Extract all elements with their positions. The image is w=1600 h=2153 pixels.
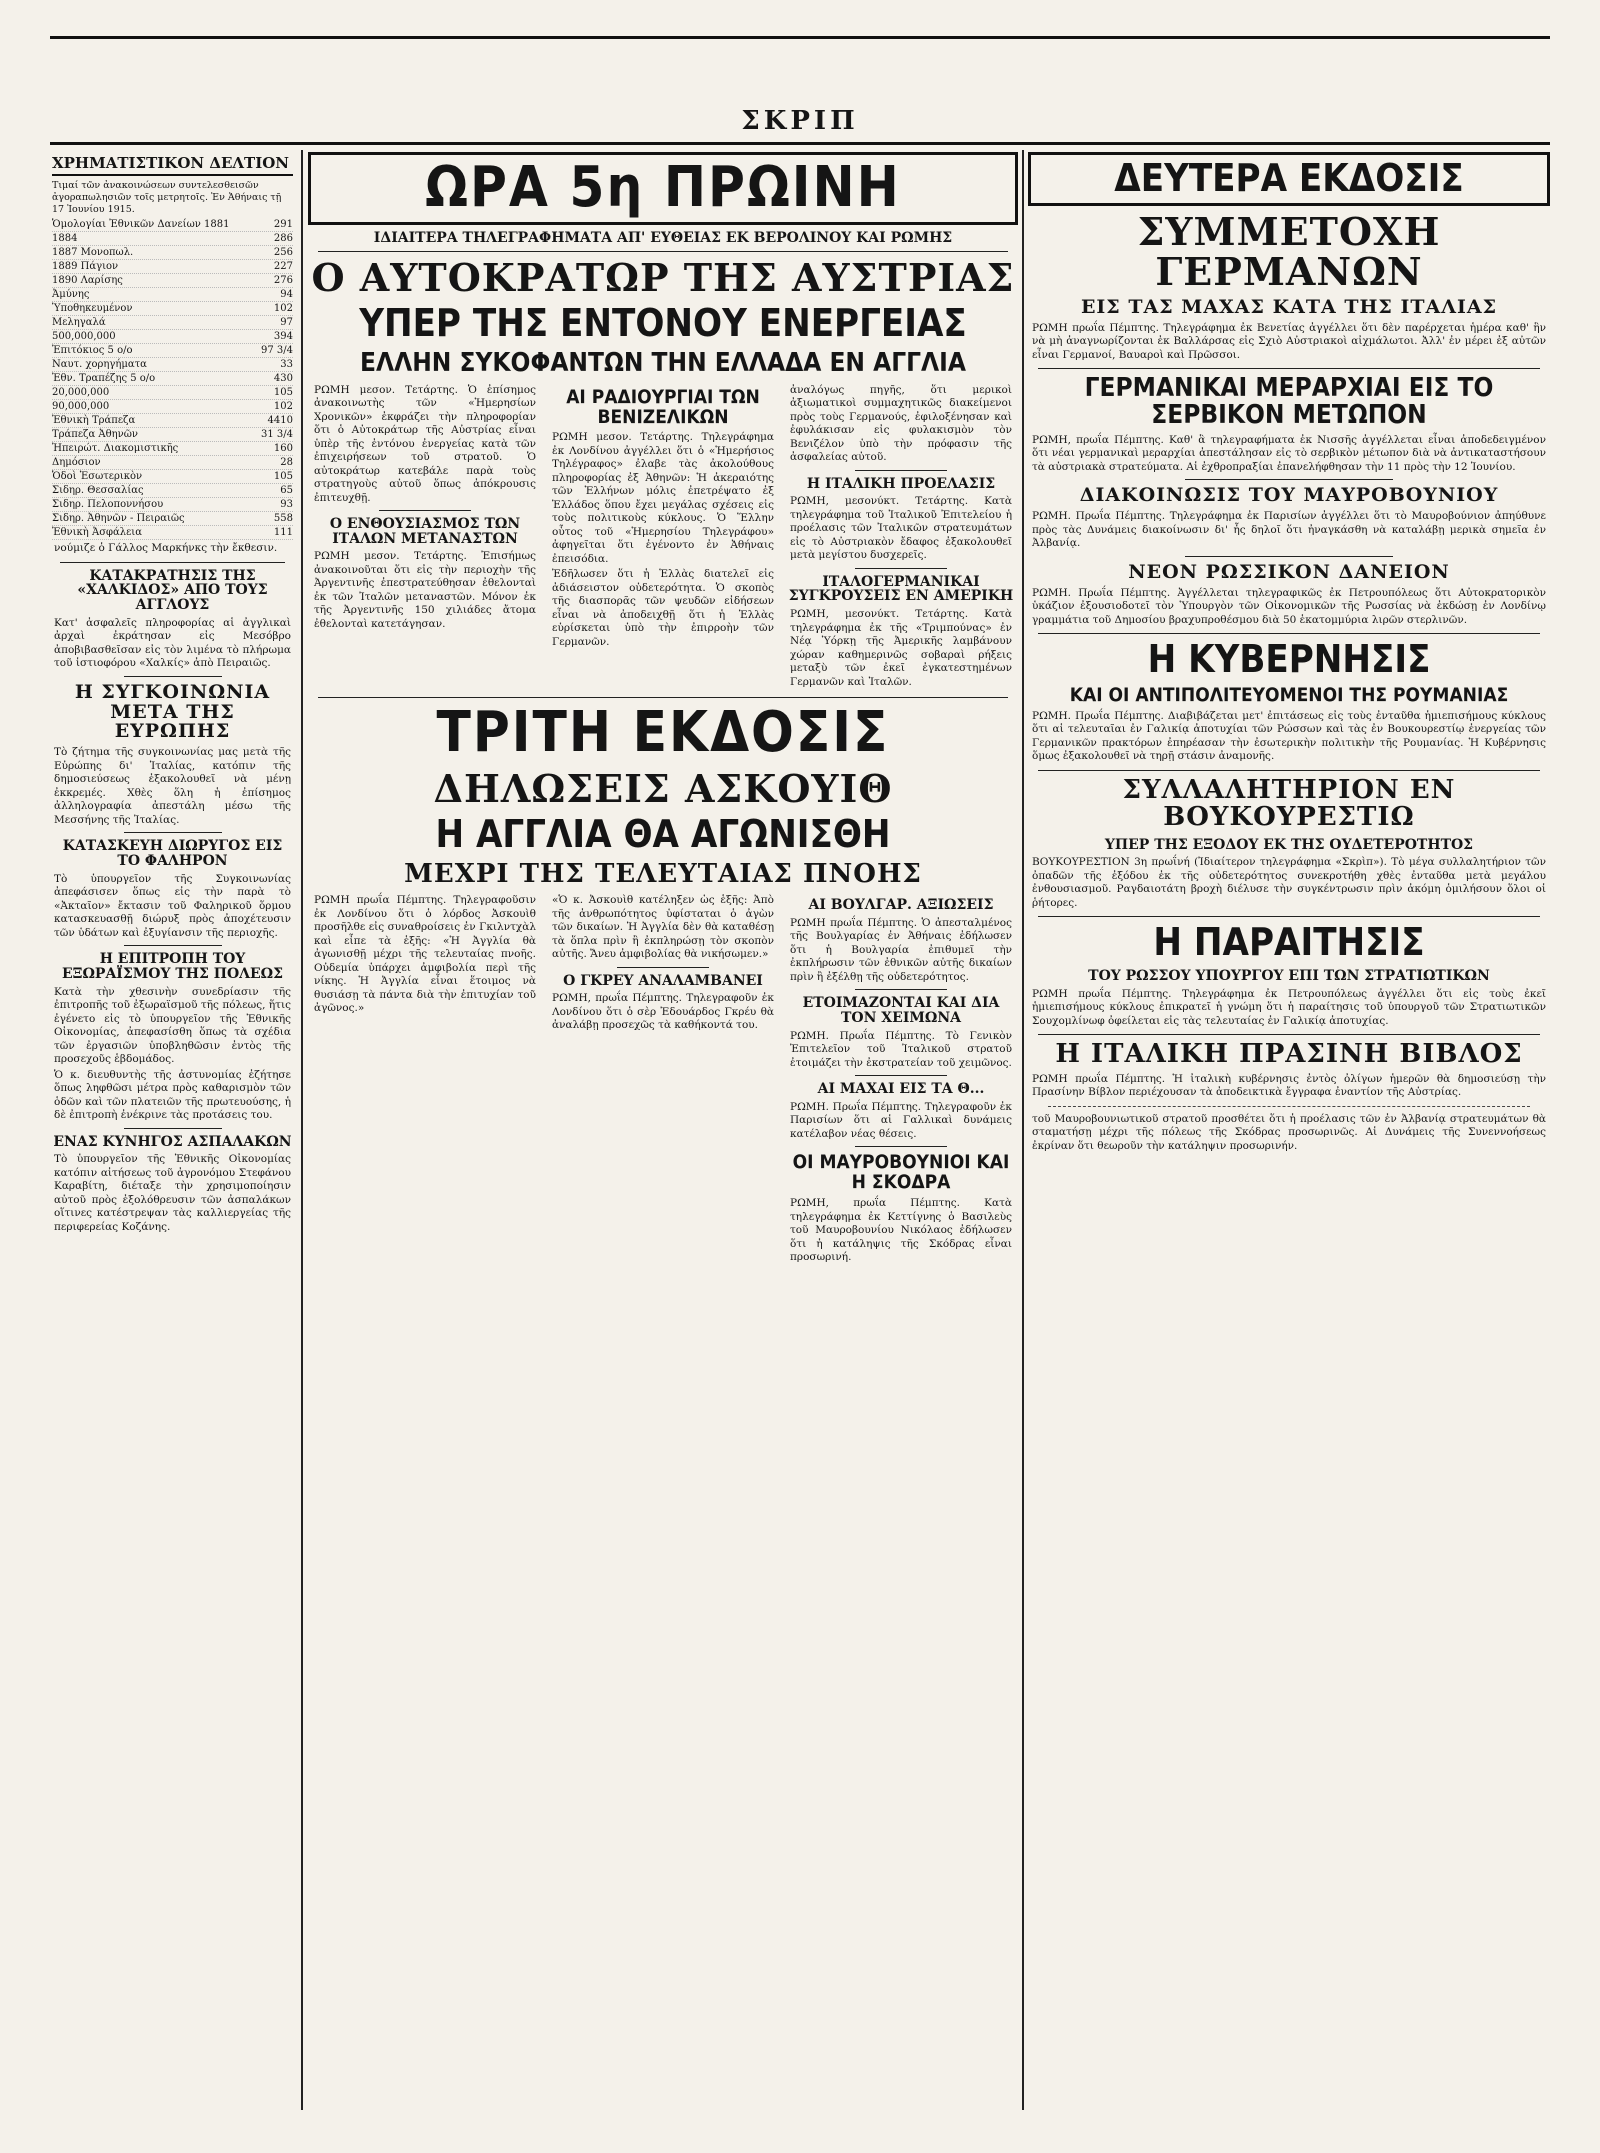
- finance-row-value: 105: [273, 387, 293, 398]
- left-column: [50, 150, 295, 2110]
- finance-row-value: 102: [273, 303, 293, 314]
- finance-row-label: Σιδηρ. Ἀθηνῶν - Πειραιῶς: [52, 513, 185, 524]
- finance-row-value: 394: [273, 331, 293, 342]
- finance-row-label: Ὁδοὶ Ἐσωτερικὸν: [52, 471, 143, 482]
- article-body: ΡΩΜΗ. Πρωΐα Πέμπτης. Τηλεγραφοῦν ἐκ Παρισίων ὅτι αἱ Γαλλικαὶ δυνάμεις κατέλαβον νέας θέσεις.: [790, 1100, 1012, 1140]
- article-title: ΙΤΑΛΟΓΕΡΜΑΝΙΚΑΙ ΣΥΓΚΡΟΥΣΕΙΣ ΕΝ ΑΜΕΡΙΚΗ: [788, 573, 1014, 605]
- finance-row: [52, 512, 293, 526]
- finance-row: [52, 372, 293, 386]
- finance-row: [52, 400, 293, 414]
- article-columns: [310, 382, 1016, 692]
- finance-row-label: Σιδηρ. Θεσσαλίας: [52, 485, 144, 496]
- article-body: ΡΩΜΗ, πρωΐα Πέμπτης. Κατὰ τηλεγράφημα ἐκ Κεττίγνης ὁ Βασιλεὺς τοῦ Μαυροβουνίου Νικόλαος ἐδήλωσεν ὅτι ἡ κατάληψις τῆς Σκόδρας εἶναι προσωρινή.: [790, 1197, 1012, 1264]
- headline: ΕΙΣ ΤΑΣ ΜΑΧΑΣ ΚΑΤΑ ΤΗΣ ΙΤΑΛΙΑΣ: [1080, 295, 1498, 318]
- finance-row-label: 20,000,000: [52, 387, 110, 398]
- finance-row-value: 4410: [267, 415, 293, 426]
- article-body: ΡΩΜΗ μεσον. Τετάρτης. Ἐπισήμως ἀνακοινοῦται ὅτι εἰς τὴν περιοχὴν τῆς Ἀργεντινῆς ἐπεστρατεύθησαν ἐθελονταὶ ἐκ τῶν Ἰταλῶν μεταναστῶν. Μόνον ἐκ τῆς Ἀργεντινῆς 150 χιλιάδες ἄτομα ἐθελονταὶ κατετάγησαν.: [314, 550, 536, 630]
- finance-row: [52, 526, 293, 540]
- finance-row-value: 430: [273, 373, 293, 384]
- finance-row-value: 291: [273, 219, 293, 230]
- article-subtitle: ΤΟΥ ΡΩΣΣΟΥ ΥΠΟΥΡΓΟΥ ΕΠΙ ΤΩΝ ΣΤΡΑΤΙΩΤΙΚΩΝ: [1088, 968, 1490, 985]
- finance-row-label: Τράπεζα Ἀθηνῶν: [52, 429, 138, 440]
- finance-row-label: Ἐθν. Τραπέζης 5 ο/ο: [52, 373, 156, 384]
- divider: [124, 676, 222, 677]
- article-body: ΡΩΜΗ, μεσονύκτ. Τετάρτης. Κατὰ τηλεγράφημα τοῦ Ἰταλικοῦ Ἐπιτελείου ἡ προέλασις τῶν Ἰταλικῶν στρατευμάτων εἰς τὸ Αὐστριακὸν ἔδαφος ἐξακολουθεῖ μετὰ μεγίστου δυσχερεῖς.: [790, 495, 1012, 562]
- top-rule: [50, 36, 1550, 39]
- finance-row-value: 93: [280, 499, 293, 510]
- divider: [1038, 1034, 1540, 1035]
- finance-row-label: 1890 Λαρίσης: [52, 275, 123, 286]
- finance-row-value: 31 3/4: [261, 429, 293, 440]
- finance-row: [52, 246, 293, 260]
- article-title: ΓΕΡΜΑΝΙΚΑΙ ΜΕΡΑΡΧΙΑΙ ΕΙΣ ΤΟ ΣΕΡΒΙΚΟΝ ΜΕΤΩΠΟΝ: [1084, 373, 1494, 431]
- finance-row-label: 90,000,000: [52, 401, 110, 412]
- finance-row-label: 1887 Μονοπωλ.: [52, 247, 134, 258]
- article-body: Ἐδῆλωσεν ὅτι ἡ Ἑλλὰς διατελεῖ εἰς ἀδιάσειστον οὐδετερότητα. Ὁ σκοπὸς τῆς διασπορᾶς τῶν ψευδῶν εἰδήσεων εἶναι νὰ ἀποδειχθῇ ὅτι ἡ Ἑλλὰς εὑρίσκεται ὑπὸ τὴν ἐπιρροὴν τῶν Γερμανῶν.: [552, 568, 774, 648]
- finance-row: [52, 470, 293, 484]
- center-column: [308, 150, 1018, 2110]
- article-body: ΡΩΜΗ μεσον. Τετάρτης. Ὁ ἐπίσημος ἀνακοινωτὴς τῶν «Ἡμερησίων Χρονικῶν» ἐκφράζει τὴν πληροφορίαν ὅτι ὁ Αὐτοκράτωρ τῆς Αὐστρίας εἶναι ὑπὲρ τῆς ἐντόνου ἐνεργείας κατὰ τῶν ἐπιχειρήσεων τοῦ στρατοῦ. Ὁ αὐτοκράτωρ κατεβάλε παρὰ τοὺς στρατηγοὺς αὐτοῦ ὅπως ἀπόκρουσις ἐπιτευχθῇ.: [314, 383, 536, 504]
- article-body: Κατ' ἀσφαλεῖς πληροφορίας αἱ ἀγγλικαὶ ἀρχαὶ ἐκράτησαν εἰς Μεσόβρο ἀποβιβασθεῖσαν εἰς τὸν λιμένα τὸ πλήρωμα τοῦ ἱστιοφόρου «Χαλκίς» ἀπὸ Πειραιῶς.: [54, 616, 291, 670]
- banner-headline: ΩΡΑ 5η ΠΡΩΙΝΗ: [308, 152, 1018, 225]
- article-title: ΚΑΤΑΚΡΑΤΗΣΙΣ ΤΗΣ «ΧΑΛΚΙΔΟΣ» ΑΠΟ ΤΟΥΣ ΑΓΓΛΟΥΣ: [77, 567, 268, 613]
- article-body: Τὸ ὑπουργεῖον τῆς Ἐθνικῆς Οἰκονομίας κατόπιν αἰτήσεως τοῦ ἀγρονόμου Στεφάνου Καραβίτη, διέταξε τὴν χρησιμοποίησιν αὐτοῦ πρὸς ἐξολόθρευσιν τῶν ἀσπαλάκων οἵτινες κατέστρεψαν τὰς καλλιεργείας τῆς περιφερείας Κοζάνης.: [54, 1153, 291, 1233]
- divider: [1185, 479, 1394, 480]
- finance-row: [52, 260, 293, 274]
- finance-row-value: 97: [280, 317, 293, 328]
- banner-subheadline: ΙΔΙΑΙΤΕΡΑ ΤΗΛΕΓΡΑΦΗΜΑΤΑ ΑΠ' ΕΥΘΕΙΑΣ ΕΚ ΒΕΡΟΛΙΝΟΥ ΚΑΙ ΡΩΜΗΣ: [373, 229, 953, 246]
- finance-row-value: 102: [273, 401, 293, 412]
- finance-row-value: 65: [280, 485, 293, 496]
- finance-row: [52, 498, 293, 512]
- divider: [855, 568, 947, 569]
- article-body: ΡΩΜΗ. Πρωΐα Πέμπτης. Διαβιβάζεται μετ' ἐπιτάσεως εἰς τοὺς ἐνταῦθα ἡμιεπισήμους κύκλους ὅτι αἱ τελευταῖαι ἐν Γαλικίᾳ ἀποτυχίαι τῶν Ρώσσων καὶ τὰς ἐν Βουκουρεστίῳ ἐνεργείας τῶν Γερμανικῶν πρακτόρων ἐπηρέασαν τὴν ἐσωτερικὴν πολιτικὴν τῆς Ρουμανίας. Ἡ Κυβέρνησις ὅμως ἐξακολουθεῖ νὰ τηρῇ στάσιν ἀναμονῆς.: [1032, 709, 1546, 763]
- article-body: τοῦ Μαυροβουνιωτικοῦ στρατοῦ προσθέτει ὅτι ἡ προέλασις τῶν ἐν Ἀλβανίᾳ στρατευμάτων θὰ σταματήσῃ μέχρι τῆς πόλεως τῆς Σκόδρας προσωρινῶς. Αἱ Δυνάμεις τῆς Συνεννοήσεως ἐκρίναν ὅτι θεωροῦν τὴν κατάληψιν προσωρινήν.: [1032, 1112, 1546, 1152]
- article-title: Η ΙΤΑΛΙΚΗ ΠΡΟΕΛΑΣΙΣ: [806, 475, 996, 492]
- divider: [318, 697, 1008, 698]
- article-body: ΡΩΜΗ πρωΐα Πέμπτης. Τηλεγράφημα ἐκ Βενετίας ἀγγέλλει ὅτι δὲν παρέρχεται ἡμέρα καθ' ἣν νὰ μὴ ἀναγνωρίζονται ἐκ Βαλλάρσας εἰς Σχιὸ Αὐστριακοὶ αἰχμάλωτοι. Ἀλλ' ἐν μέρει ἐξ αὐτῶν εἶναι Γερμανοί, Βαυαροὶ καὶ Πρῶσσοι.: [1032, 321, 1546, 361]
- finance-row-label: 1889 Πάγιον: [52, 261, 119, 272]
- divider: [379, 510, 471, 511]
- article-title: ΟΙ ΜΑΥΡΟΒΟΥΝΙΟΙ ΚΑΙ Η ΣΚΟΔΡΑ: [792, 1151, 1010, 1194]
- finance-row-label: 1884: [52, 233, 78, 244]
- finance-table: [50, 218, 295, 540]
- finance-row: [52, 218, 293, 232]
- divider: [1185, 556, 1394, 557]
- finance-row-value: 558: [273, 513, 293, 524]
- divider: [1048, 1106, 1530, 1107]
- article-title: Ο ΕΝΘΟΥΣΙΑΣΜΟΣ ΤΩΝ ΙΤΑΛΩΝ ΜΕΤΑΝΑΣΤΩΝ: [329, 516, 521, 547]
- divider: [124, 945, 222, 946]
- finance-row-value: 33: [280, 359, 293, 370]
- edition-headline: ΤΡΙΤΗ ΕΚΔΟΣΙΣ: [436, 700, 890, 766]
- article-body: ΒΟΥΚΟΥΡΕΣΤΙΟΝ 3η πρωΐνή (Ἰδιαίτερον τηλεγράφημα «Σκρὶπ»). Τὸ μέγα συλλαλητήριον τῶν ὀπαδῶν τῆς ἐξόδου ἐκ τῆς οὐδετερότητος συνεκροτήθη χθὲς ἐνταῦθα μετὰ μεγάλου ἐνθουσιασμοῦ. Ραγδαιοτάτη βροχὴ διέλυσε τὴν συγκέντρωσιν πρὶν ἀκόμη ὁμιλήσουν ὅλοι οἱ ῥήτορες.: [1032, 856, 1546, 909]
- finance-row-label: Σιδηρ. Πελοποννήσου: [52, 499, 164, 510]
- headline: ΥΠΕΡ ΤΗΣ ΕΝΤΟΝΟΥ ΕΝΕΡΓΕΙΑΣ: [359, 301, 967, 346]
- headline: Ο ΑΥΤΟΚΡΑΤΩΡ ΤΗΣ ΑΥΣΤΡΙΑΣ: [311, 255, 1015, 301]
- finance-row-label: Δημόσιον: [52, 457, 101, 468]
- finance-row: [52, 414, 293, 428]
- divider: [60, 562, 285, 563]
- finance-row-label: Ναυτ. χορηγήματα: [52, 359, 147, 370]
- article-body: Τὸ ὑπουργεῖον τῆς Συγκοινωνίας ἀπεφάσισεν ὅπως εἰς τὴν παρὰ τὸ «Ἀκταῖον» ἔκτασιν τοῦ Φαληρικοῦ ὅρμου κατασκευασθῇ διώρυξ πρὸς ἀποχέτευσιν τῶν ὑδάτων καὶ ἐξυγίανσιν τῆς περιοχῆς.: [54, 872, 291, 939]
- finance-row: [52, 344, 293, 358]
- headline: ΕΛΛΗΝ ΣΥΚΟΦΑΝΤΩΝ ΤΗΝ ΕΛΛΑΔΑ ΕΝ ΑΓΓΛΙΑ: [360, 348, 966, 379]
- finance-row-label: Ἀμύνης: [52, 289, 90, 300]
- article-body: ΡΩΜΗ. Πρωΐα Πέμπτης. Τηλεγράφημα ἐκ Παρισίων ἀγγέλλει ὅτι τὸ Μαυροβούνιον ἀπηύθυνε πρὸς τὰς Δυνάμεις διακοίνωσιν δι' ἧς δηλοῖ ὅτι ἠναγκάσθη νὰ καταλάβῃ μερικὰ σημεῖα ἐν Ἀλβανίᾳ.: [1032, 510, 1546, 550]
- article-body: ΡΩΜΗ. Πρωΐα Πέμπτης. Ἀγγέλλεται τηλεγραφικῶς ἐκ Πετρουπόλεως ὅτι Αὐτοκρατορικὸν ὑκάζιον ἐξουσιοδοτεῖ τὸν Ὑπουργὸν τῶν Οἰκονομικῶν τῆς Ρωσσίας νὰ ἐκδώσῃ ἐν Λονδίνῳ γραμμάτια τοῦ Δημοσίου βραχυπροθέσμου διὰ 50 ἑκατομμύρια λιρῶν στερλινῶν.: [1032, 586, 1546, 626]
- column-rule-2: [1022, 150, 1024, 2110]
- finance-row-value: 286: [273, 233, 293, 244]
- article-title: ΑΙ ΜΑΧΑΙ ΕΙΣ ΤΑ Θ...: [817, 1081, 985, 1098]
- headline: ΣΥΜΜΕΤΟΧΗ ΓΕΡΜΑΝΩΝ: [1137, 208, 1441, 294]
- divider: [124, 1128, 222, 1129]
- finance-row-value: 160: [273, 443, 293, 454]
- article-title: ΕΤΟΙΜΑΖΟΝΤΑΙ ΚΑΙ ΔΙΑ ΤΟΝ ΧΕΙΜΩΝΑ: [802, 995, 1000, 1026]
- masthead-rule: [50, 142, 1550, 145]
- divider: [855, 989, 947, 990]
- finance-row: [52, 302, 293, 316]
- article-subtitle: ΚΑΙ ΟΙ ΑΝΤΙΠΟΛΙΤΕΥΟΜΕΝΟΙ ΤΗΣ ΡΟΥΜΑΝΙΑΣ: [1069, 683, 1509, 706]
- article-subtitle: ΥΠΕΡ ΤΗΣ ΕΞΟΔΟΥ ΕΚ ΤΗΣ ΟΥΔΕΤΕΡΟΤΗΤΟΣ: [1104, 836, 1474, 853]
- article-title: ΣΥΛΛΑΛΗΤΗΡΙΟΝ ΕΝ ΒΟΥΚΟΥΡΕΣΤΙΩ: [1122, 774, 1456, 833]
- finance-row-label: Ἐθνικὴ Τράπεζα: [52, 415, 136, 426]
- article-title: Ο ΓΚΡΕΥ ΑΝΑΛΑΜΒΑΝΕΙ: [563, 972, 763, 989]
- article-body: Κατὰ τὴν χθεσινὴν συνεδρίασιν τῆς ἐπιτροπῆς τοῦ ἐξωραϊσμοῦ τῆς πόλεως, ἥτις ἐγένετο εἰς τὸ ὑπουργεῖον τῆς Ἐθνικῆς Οἰκονομίας, ἀπεφασίσθη ὅπως τὰ σχέδια τῶν ἐργασιῶν ὑποβληθῶσιν ἐντὸς τῆς προσεχοῦς ἑβδομάδος.: [54, 985, 291, 1066]
- finance-row-label: Ἐθνικὴ Ἀσφάλεια: [52, 527, 142, 538]
- divider: [617, 967, 709, 968]
- finance-row: [52, 456, 293, 470]
- article-title: ΚΑΤΑΣΚΕΥΗ ΔΙΩΡΥΓΟΣ ΕΙΣ ΤΟ ΦΑΛΗΡΟΝ: [62, 838, 283, 870]
- article-body: Τὸ ζήτημα τῆς συγκοινωνίας μας μετὰ τῆς Εὐρώπης δι' Ἰταλίας, κατόπιν τῆς δημοσιεύσεως ἐξακολουθεῖ νὰ μένῃ ἐκκρεμές. Χθὲς ὅλη ἡ ἐπίσημος ἀλληλογραφία ἀπεστάλη μέσω τῆς Μεσσήνης τῆς Ἰταλίας.: [54, 746, 291, 826]
- article-columns: [310, 892, 1016, 1267]
- right-column: [1028, 150, 1550, 2110]
- article-body: ΡΩΜΗ, μεσονύκτ. Τετάρτης. Κατὰ τηλεγράφημα ἐκ τῆς «Τριμπούνας» ἐν Νέᾳ Ὑόρκῃ τῆς Ἀμερικῆς λαμβάνουν χώραν καθημερινῶς σοβαραὶ ρήξεις μεταξὺ τῶν ἐκεῖ ἐγκατεστημένων Γερμανῶν καὶ Ἰταλῶν.: [790, 608, 1012, 688]
- article-title: ΝΕΟΝ ΡΩΣΣΙΚΟΝ ΔΑΝΕΙΟΝ: [1128, 560, 1450, 583]
- article-title: ΑΙ ΡΑΔΙΟΥΡΓΙΑΙ ΤΩΝ ΒΕΝΙΖΕΛΙΚΩΝ: [566, 385, 760, 428]
- finance-row: [52, 274, 293, 288]
- article-body: ΡΩΜΗ, πρωΐα Πέμπτης. Καθ' ἃ τηλεγραφήματα ἐκ Νισσῆς ἀγγέλλεται εἶναι ἀποδεδειγμένον ὅτι νέαι γερμανικαὶ μεραρχίαι ἀπεστάλησαν εἰς τὸ σερβικὸν μέτωπον διὰ νὰ ἀντικαταστήσουν τὰ αὐστριακὰ στρατεύματα. Αἱ ἐχθροπραξίαι ἐπανελήφθησαν τὴν 11 πρὸς τὴν 12 Ἰουνίου.: [1032, 433, 1546, 473]
- divider: [124, 832, 222, 833]
- finance-row-value: 94: [280, 289, 293, 300]
- finance-row-label: Ὑποθηκευμένον: [52, 303, 133, 314]
- edition-banner: ΔΕΥΤΕΡΑ ΕΚΔΟΣΙΣ: [1028, 152, 1550, 206]
- divider: [318, 251, 1008, 252]
- article-title: Η ΠΑΡΑΙΤΗΣΙΣ: [1153, 920, 1425, 965]
- finance-row-label: Μεληγαλά: [52, 317, 106, 328]
- finance-row: [52, 232, 293, 246]
- finance-row-label: Ὁμολογίαι Ἐθνικῶν Δανείων 1881: [52, 219, 230, 230]
- article-title: ΑΙ ΒΟΥΛΓΑΡ. ΑΞΙΩΣΕΙΣ: [808, 897, 994, 913]
- divider: [855, 470, 947, 471]
- masthead: ΣΚΡΙΠ: [741, 106, 859, 136]
- article-body: «Ὁ κ. Ἀσκουὶθ κατέληξεν ὡς ἑξῆς: Ἀπὸ τῆς ἀνθρωπότητος ὑφίσταται ὁ ἀγὼν τῶν δικαίων. Ἡ Ἀγγλία δὲν θὰ καταθέσῃ τὰ ὅπλα πρὶν ἢ ἐκπληρώσῃ τὸν σκοπὸν αὐτῆς. Ἄνευ ἀμφιβολίας θὰ νικήσωμεν.»: [552, 894, 774, 960]
- article-body: Ὁ κ. διευθυντὴς τῆς ἀστυνομίας ἐζήτησε ὅπως ληφθῶσι μέτρα πρὸς καθαρισμὸν τῶν ὁδῶν καὶ τῶν πλατειῶν τῆς πρωτευούσης, ἡ δὲ ἐπιτροπὴ ἐνέκρινε τὰς προτάσεις του.: [54, 1068, 291, 1122]
- finance-row-value: 111: [273, 527, 293, 538]
- finance-row-value: 105: [273, 471, 293, 482]
- article-title: Η ΚΥΒΕΡΝΗΣΙΣ: [1147, 637, 1431, 682]
- article-body: ΡΩΜΗ πρωΐα Πέμπτης. Ὁ ἀπεσταλμένος τῆς Βουλγαρίας ἐν Ἀθήναις ἐδήλωσεν ὅτι ἡ Βουλγαρία ἐπιθυμεῖ τὴν ἐκπλήρωσιν τῶν ἐθνικῶν αὐτῆς δικαίων πρὶν ἢ ἐξέλθῃ τῆς οὐδετερότητος.: [790, 916, 1012, 983]
- article-body: ἀναλόγως πηγῆς, ὅτι μερικοὶ ἀξιωματικοὶ συμμαχητικῶς διακείμενοι πρὸς τοὺς Γερμανούς, ἐφιλοξένησαν καὶ ἐφυλάκισαν εἰς φυλακισμὸν τὸν Βενιζέλον ὑπὸ τὴν πρόφασιν τῆς ἀσφαλείας αὐτοῦ.: [790, 383, 1012, 464]
- article-title: ΕΝΑΣ ΚΥΝΗΓΟΣ ΑΣΠΑΛΑΚΩΝ: [53, 1133, 292, 1150]
- article-title: Η ΙΤΑΛΙΚΗ ΠΡΑΣΙΝΗ ΒΙΒΛΟΣ: [1055, 1039, 1523, 1070]
- finance-row: [52, 330, 293, 344]
- divider: [1038, 633, 1540, 634]
- divider: [1038, 770, 1540, 771]
- finance-row: [52, 288, 293, 302]
- column-rule-1: [301, 150, 303, 2110]
- headline: Η ΑΓΓΛΙΑ ΘΑ ΑΓΩΝΙΣΘΗ: [435, 811, 891, 856]
- finance-row-value: 97 3/4: [261, 345, 293, 356]
- article-body: ΡΩΜΗ, πρωΐα Πέμπτης. Τηλεγραφοῦν ἐκ Λονδίνου ὅτι ὁ σὲρ Ἐδουάρδος Γκρέυ θὰ ἀναλάβῃ προσεχῶς τὰ καθήκοντά του.: [552, 992, 774, 1032]
- article-body: ΡΩΜΗ πρωΐα Πέμπτης. Τηλεγράφημα ἐκ Πετρουπόλεως ἀγγέλλει ὅτι εἰς τοὺς ἐκεῖ ἡμιεπισήμους κύκλους ἐπικρατεῖ ἡ γνώμη ὅτι ἡ παραίτησις τοῦ ὑπουργοῦ τῶν Στρατιωτικῶν Σουχομλίνωφ ὀφείλεται εἰς τὰς τελευταίας ἐν Γαλικίᾳ ἀποτυχίας.: [1032, 987, 1546, 1027]
- divider: [1038, 916, 1540, 917]
- divider: [855, 1075, 947, 1076]
- headline: ΔΗΛΩΣΕΙΣ ΑΣΚΟΥΙΘ: [433, 765, 893, 811]
- article-body: ΡΩΜΗ μεσον. Τετάρτης. Τηλεγράφημα ἐκ Λονδίνου ἀγγέλλει ὅτι ὁ «Ἡμερήσιος Τηλέγραφος» ἐλαβε τὰς ἀκολούθους πληροφορίας ἐξ Ἀθηνῶν: Ἡ ἀκεραιότης τῶν Ἑλλήνων μόλις ἐπετρέψατο ἐξ Ἑλλάδος ὅπου ἔχει μεγάλας σχέσεις εἰς τοὺς πολιτικοὺς κύκλους. Ὁ Ἕλλην οὗτος τοῦ «Ἡμερησίου Τηλεγράφου» ἀφηγεῖται ὅτι ἐγένοντο ἐν Ἀθήναις ἐπεισόδια.: [552, 431, 774, 565]
- finance-row: [52, 386, 293, 400]
- headline: ΜΕΧΡΙ ΤΗΣ ΤΕΛΕΥΤΑΙΑΣ ΠΝΟΗΣ: [404, 858, 922, 889]
- finance-row-value: 28: [280, 457, 293, 468]
- article-body: ΡΩΜΗ πρωΐα Πέμπτης. Ἡ ἰταλικὴ κυβέρνησις ἐντὸς ὀλίγων ἡμερῶν θὰ δημοσιεύσῃ τὴν Πρασίνην Βίβλον περιέχουσαν τὰ ἀποδεικτικὰ ἔγγραφα ἐναντίον τῆς Αὐστρίας.: [1032, 1072, 1546, 1099]
- finance-bulletin-title: ΧΡΗΜΑΤΙΣΤΙΚΟΝ ΔΕΛΤΙΟΝ: [52, 154, 293, 176]
- article-body: ΡΩΜΗ. Πρωΐα Πέμπτης. Τὸ Γενικὸν Ἐπιτελεῖον τοῦ Ἰταλικοῦ στρατοῦ ἐτοιμάζει τὴν ἐκστρατείαν τοῦ χειμῶνος.: [790, 1029, 1012, 1069]
- finance-row: [52, 316, 293, 330]
- finance-row: [52, 358, 293, 372]
- finance-row-label: 500,000,000: [52, 331, 116, 342]
- divider: [855, 1146, 947, 1147]
- article-title: Η ΣΥΓΚΟΙΝΩΝΙΑ ΜΕΤΑ ΤΗΣ ΕΥΡΩΠΗΣ: [74, 680, 271, 743]
- article-title: Η ΕΠΙΤΡΟΠΗ ΤΟΥ ΕΞΩΡΑΪΣΜΟΥ ΤΗΣ ΠΟΛΕΩΣ: [61, 951, 284, 982]
- finance-row: [52, 442, 293, 456]
- finance-row-value: 276: [273, 275, 293, 286]
- finance-bulletin-note: Τιμαί τῶν ἀνακοινώσεων συντελεσθεισῶν ἀγοραπωλησιῶν τοῖς μετρητοῖς. Ἐν Ἀθήναις τῇ 17 Ἰουνίου 1915.: [52, 180, 282, 215]
- divider: [1038, 368, 1540, 369]
- article-body: ΡΩΜΗ πρωΐα Πέμπτης. Τηλεγραφοῦσιν ἐκ Λονδίνου ὅτι ὁ λόρδος Ἀσκουὶθ προσῆλθε εἰς συναθροίσεις ἐν Γκιλντχὰλ καὶ εἶπε τὰ ἑξῆς: «Ἡ Ἀγγλία θὰ ἀγωνισθῇ μέχρι τῆς τελευταίας πνοῆς. Οὐδεμία ὑπάρχει ἀμφιβολία περὶ τῆς νίκης. Ἡ Ἀγγλία εἶναι ἕτοιμος νὰ θυσιάσῃ τὰ πάντα διὰ τὴν ἐπιτυχίαν τοῦ ἀγῶνος.»: [314, 894, 536, 1014]
- finance-row: [52, 428, 293, 442]
- article-title: ΔΙΑΚΟΙΝΩΣΙΣ ΤΟΥ ΜΑΥΡΟΒΟΥΝΙΟΥ: [1079, 484, 1499, 507]
- finance-row: [52, 484, 293, 498]
- finance-row-label: Ἐπιτόκιος 5 ο/ο: [52, 345, 133, 356]
- finance-row-value: 227: [273, 261, 293, 272]
- finance-row-value: 256: [273, 247, 293, 258]
- finance-row-label: Ἠπειρώτ. Διακομιστικῆς: [52, 443, 179, 454]
- finance-tail: νούμιζε ὁ Γάλλος Μαρκήνκς τὴν ἔκθεσιν.: [54, 542, 278, 554]
